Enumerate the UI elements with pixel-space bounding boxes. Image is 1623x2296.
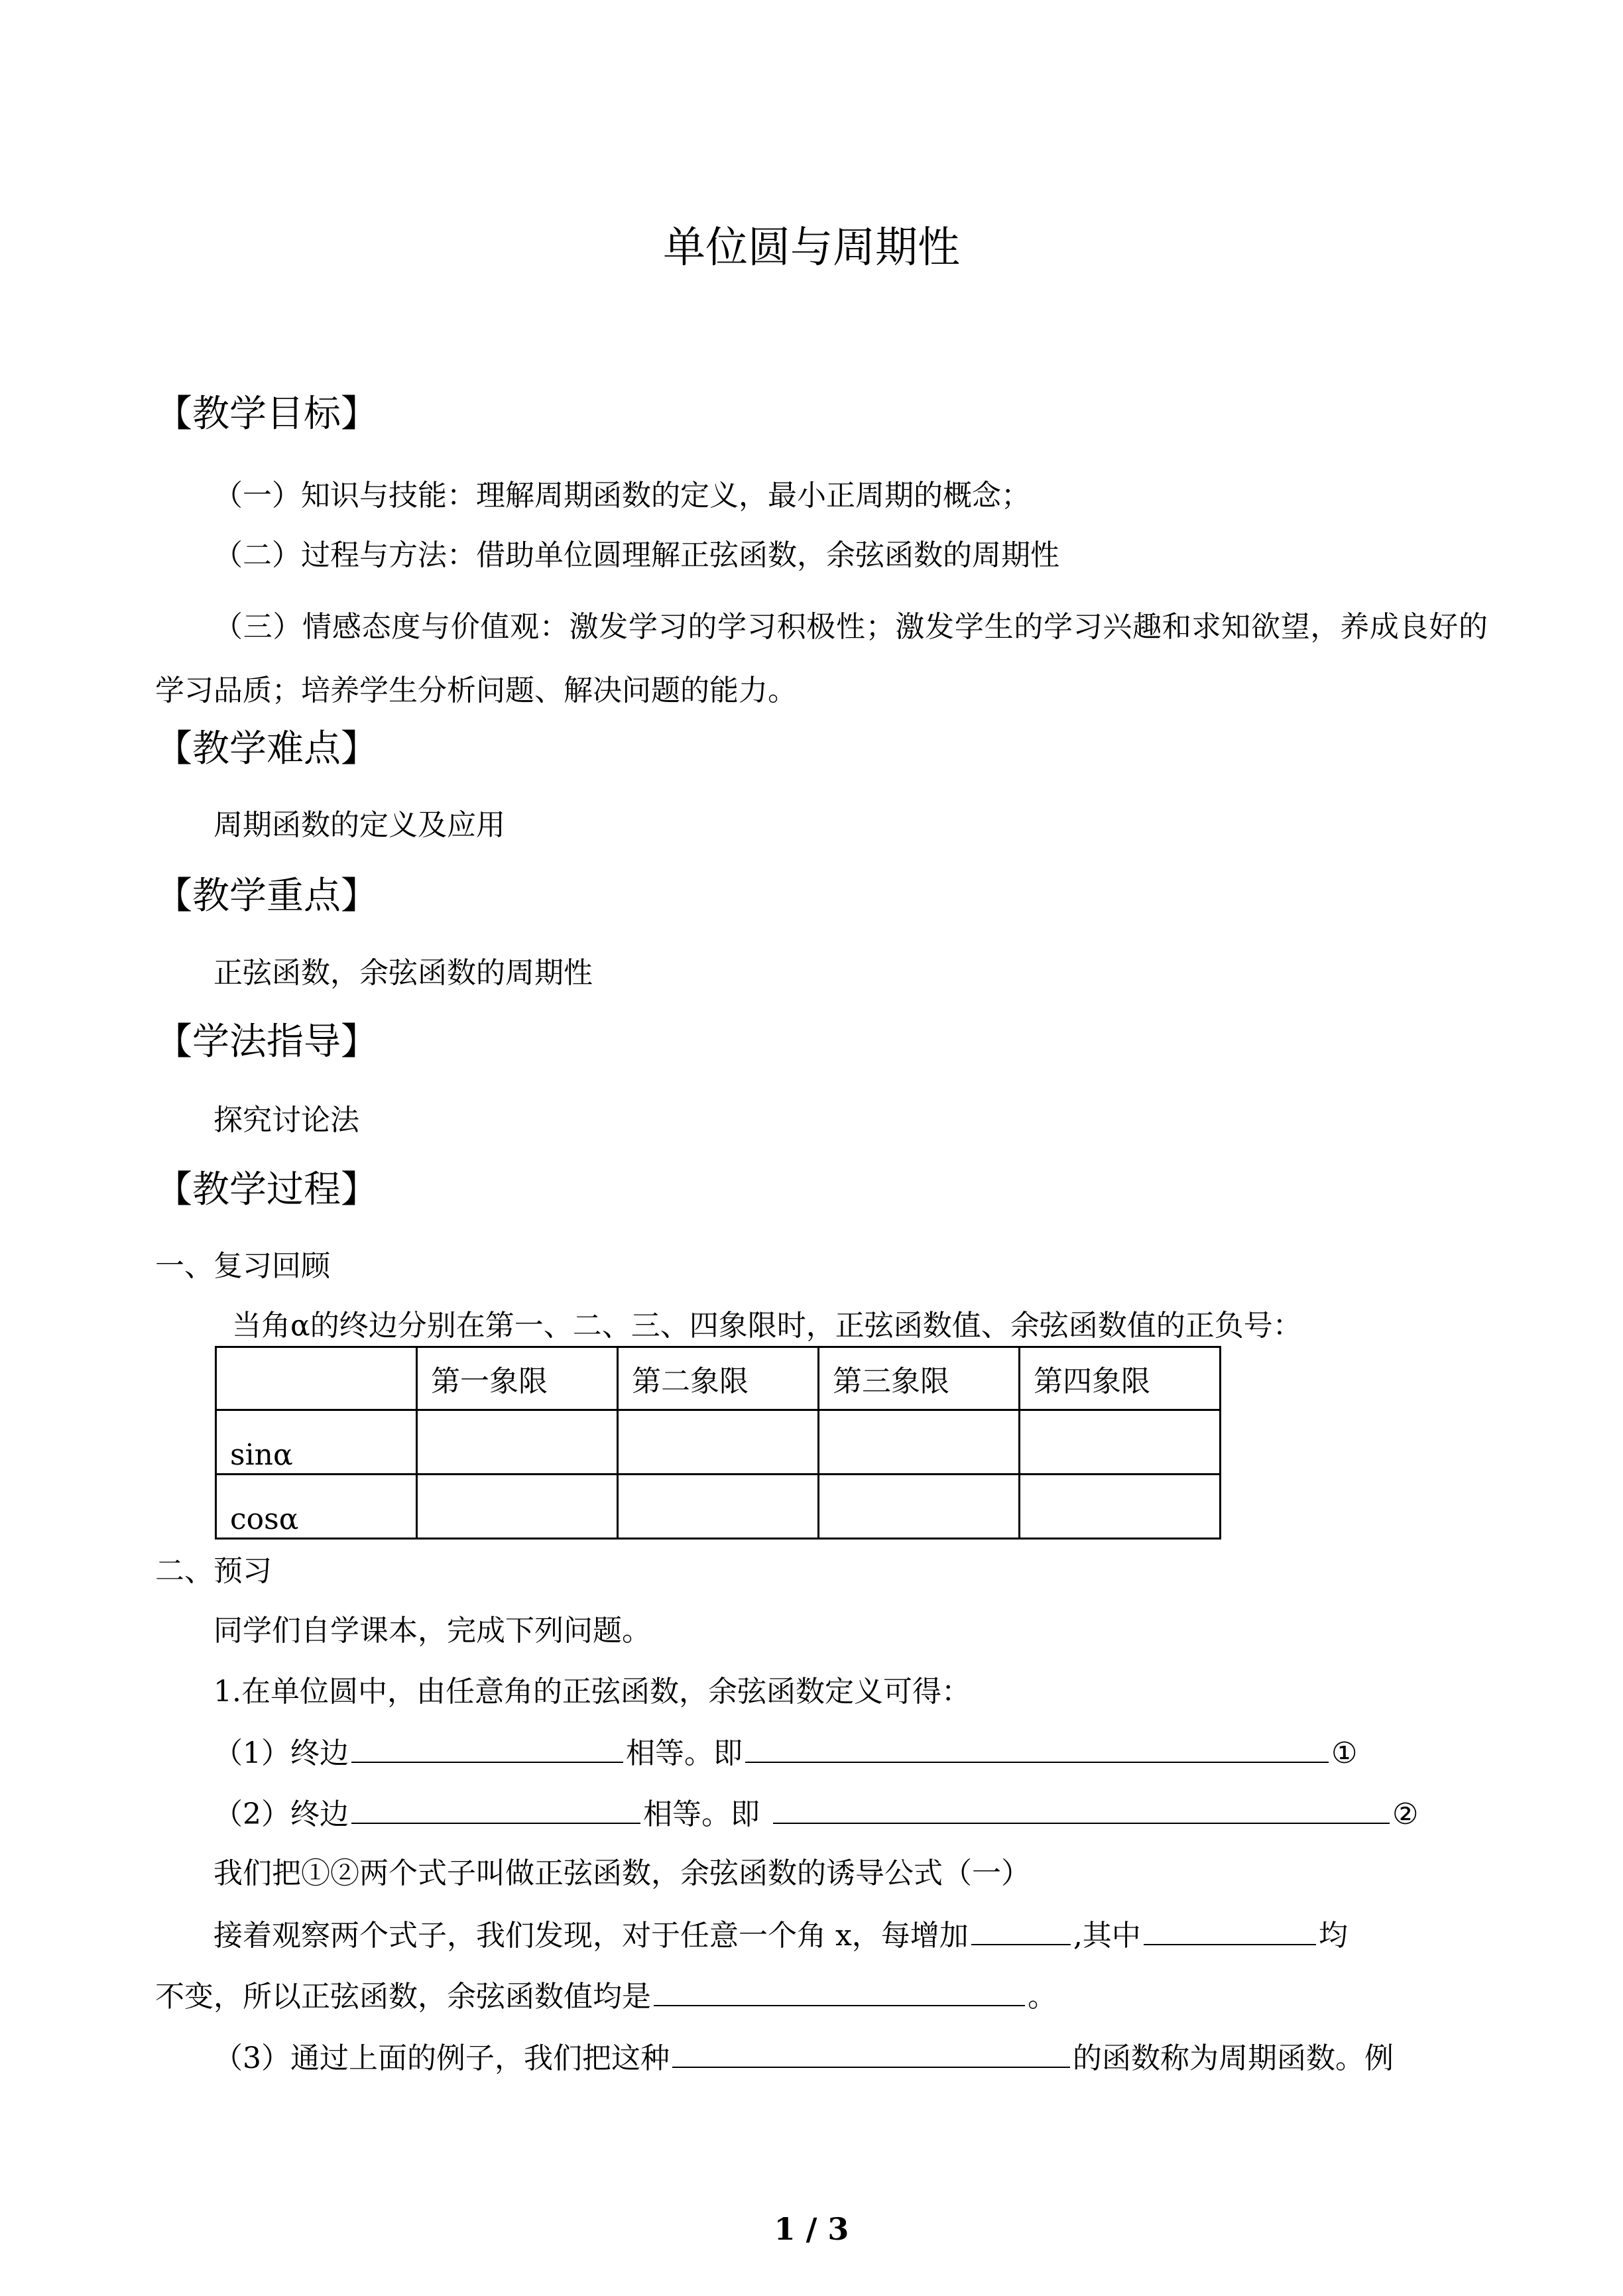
answer-cell[interactable] (1020, 1410, 1221, 1475)
method-heading: 【学法指导】 (155, 1020, 378, 1063)
blank-field[interactable] (351, 1793, 640, 1824)
question-3 (213, 2037, 1394, 2079)
objective-2: （二）过程与方法：借助单位圆理解正弦函数，余弦函数的周期性 (213, 538, 1059, 572)
row-label-sin: sinα (216, 1410, 417, 1475)
q1-1-prefix: （1）终边 (213, 1736, 349, 1770)
observe-line-2 (155, 1976, 1057, 2017)
blank-field[interactable] (672, 2037, 1070, 2068)
quadrant-sign-table (215, 1346, 1221, 1540)
blank-field[interactable] (745, 1732, 1329, 1763)
q1-2-prefix: （2）终边 (213, 1797, 349, 1831)
table-header-cell: 第一象限 (417, 1347, 618, 1410)
answer-cell[interactable] (819, 1475, 1020, 1539)
table-header-cell: 第四象限 (1020, 1347, 1221, 1410)
answer-cell[interactable] (417, 1475, 618, 1539)
answer-cell[interactable] (417, 1410, 618, 1475)
review-intro: 当角α的终边分别在第一、二、三、四象限时，正弦函数值、余弦函数值的正负号： (232, 1309, 1302, 1343)
blank-field[interactable] (1144, 1915, 1316, 1945)
table-header-row (216, 1347, 1221, 1410)
q3-suffix: 的函数称为周期函数。例 (1073, 2041, 1394, 2075)
review-heading: 一、复习回顾 (155, 1249, 330, 1283)
difficulty-text: 周期函数的定义及应用 (213, 808, 505, 842)
answer-cell[interactable] (1020, 1475, 1221, 1539)
q1-2-mid: 相等。即 (643, 1797, 760, 1831)
answer-cell[interactable] (819, 1410, 1020, 1475)
key-points-text: 正弦函数，余弦函数的周期性 (213, 956, 593, 990)
observe-b: ,其中 (1073, 1919, 1141, 1953)
blank-field[interactable] (351, 1732, 623, 1763)
preview-intro: 同学们自学课本，完成下列问题。 (213, 1614, 651, 1648)
observe-d: 不变，所以正弦函数，余弦函数值均是 (155, 1980, 651, 2014)
observe-c: 均 (1318, 1919, 1348, 1953)
method-text: 探究讨论法 (213, 1103, 359, 1137)
q1-1-mark: ① (1331, 1736, 1358, 1770)
key-points-heading: 【教学重点】 (155, 875, 378, 918)
q3-prefix: （3）通过上面的例子，我们把这种 (213, 2041, 670, 2075)
process-heading: 【教学过程】 (155, 1168, 378, 1211)
page-title: 单位圆与周期性 (663, 223, 960, 272)
objective-1: （一）知识与技能：理解周期函数的定义，最小正周期的概念； (213, 479, 1030, 513)
table-row (216, 1410, 1221, 1475)
formula-note: 我们把①②两个式子叫做正弦函数，余弦函数的诱导公式（一） (213, 1856, 1030, 1890)
observe-e: 。 (1028, 1980, 1057, 2014)
question-1-1 (213, 1732, 1357, 1774)
table-header-cell (216, 1347, 417, 1410)
page-number: 1 / 3 (774, 2211, 849, 2247)
blank-field[interactable] (971, 1915, 1071, 1945)
table-row (216, 1475, 1221, 1539)
q1-1-mid: 相等。即 (626, 1736, 743, 1770)
table-header-cell: 第二象限 (618, 1347, 819, 1410)
q1-2-mark: ② (1392, 1797, 1419, 1831)
answer-cell[interactable] (618, 1475, 819, 1539)
question-1-2 (213, 1793, 1418, 1835)
row-label-cos: cosα (216, 1475, 417, 1539)
objective-3: （三）情感态度与价值观：激发学习的学习积极性；激发学生的学习兴趣和求知欲望，养成良好的学习品质；培养学生分析问题、解决问题的能力。 (155, 610, 1488, 707)
answer-cell[interactable] (618, 1410, 819, 1475)
blank-field[interactable] (654, 1976, 1025, 2006)
observe-a: 接着观察两个式子，我们发现，对于任意一个角 x，每增加 (213, 1919, 969, 1953)
preview-heading: 二、预习 (155, 1554, 272, 1588)
observe-line-1 (213, 1915, 1348, 1956)
objectives-heading: 【教学目标】 (155, 393, 378, 436)
difficulty-heading: 【教学难点】 (155, 727, 378, 770)
table-header-cell: 第三象限 (819, 1347, 1020, 1410)
blank-field[interactable] (773, 1793, 1390, 1824)
question-1: 1.在单位圆中，由任意角的正弦函数，余弦函数定义可得： (213, 1675, 971, 1709)
